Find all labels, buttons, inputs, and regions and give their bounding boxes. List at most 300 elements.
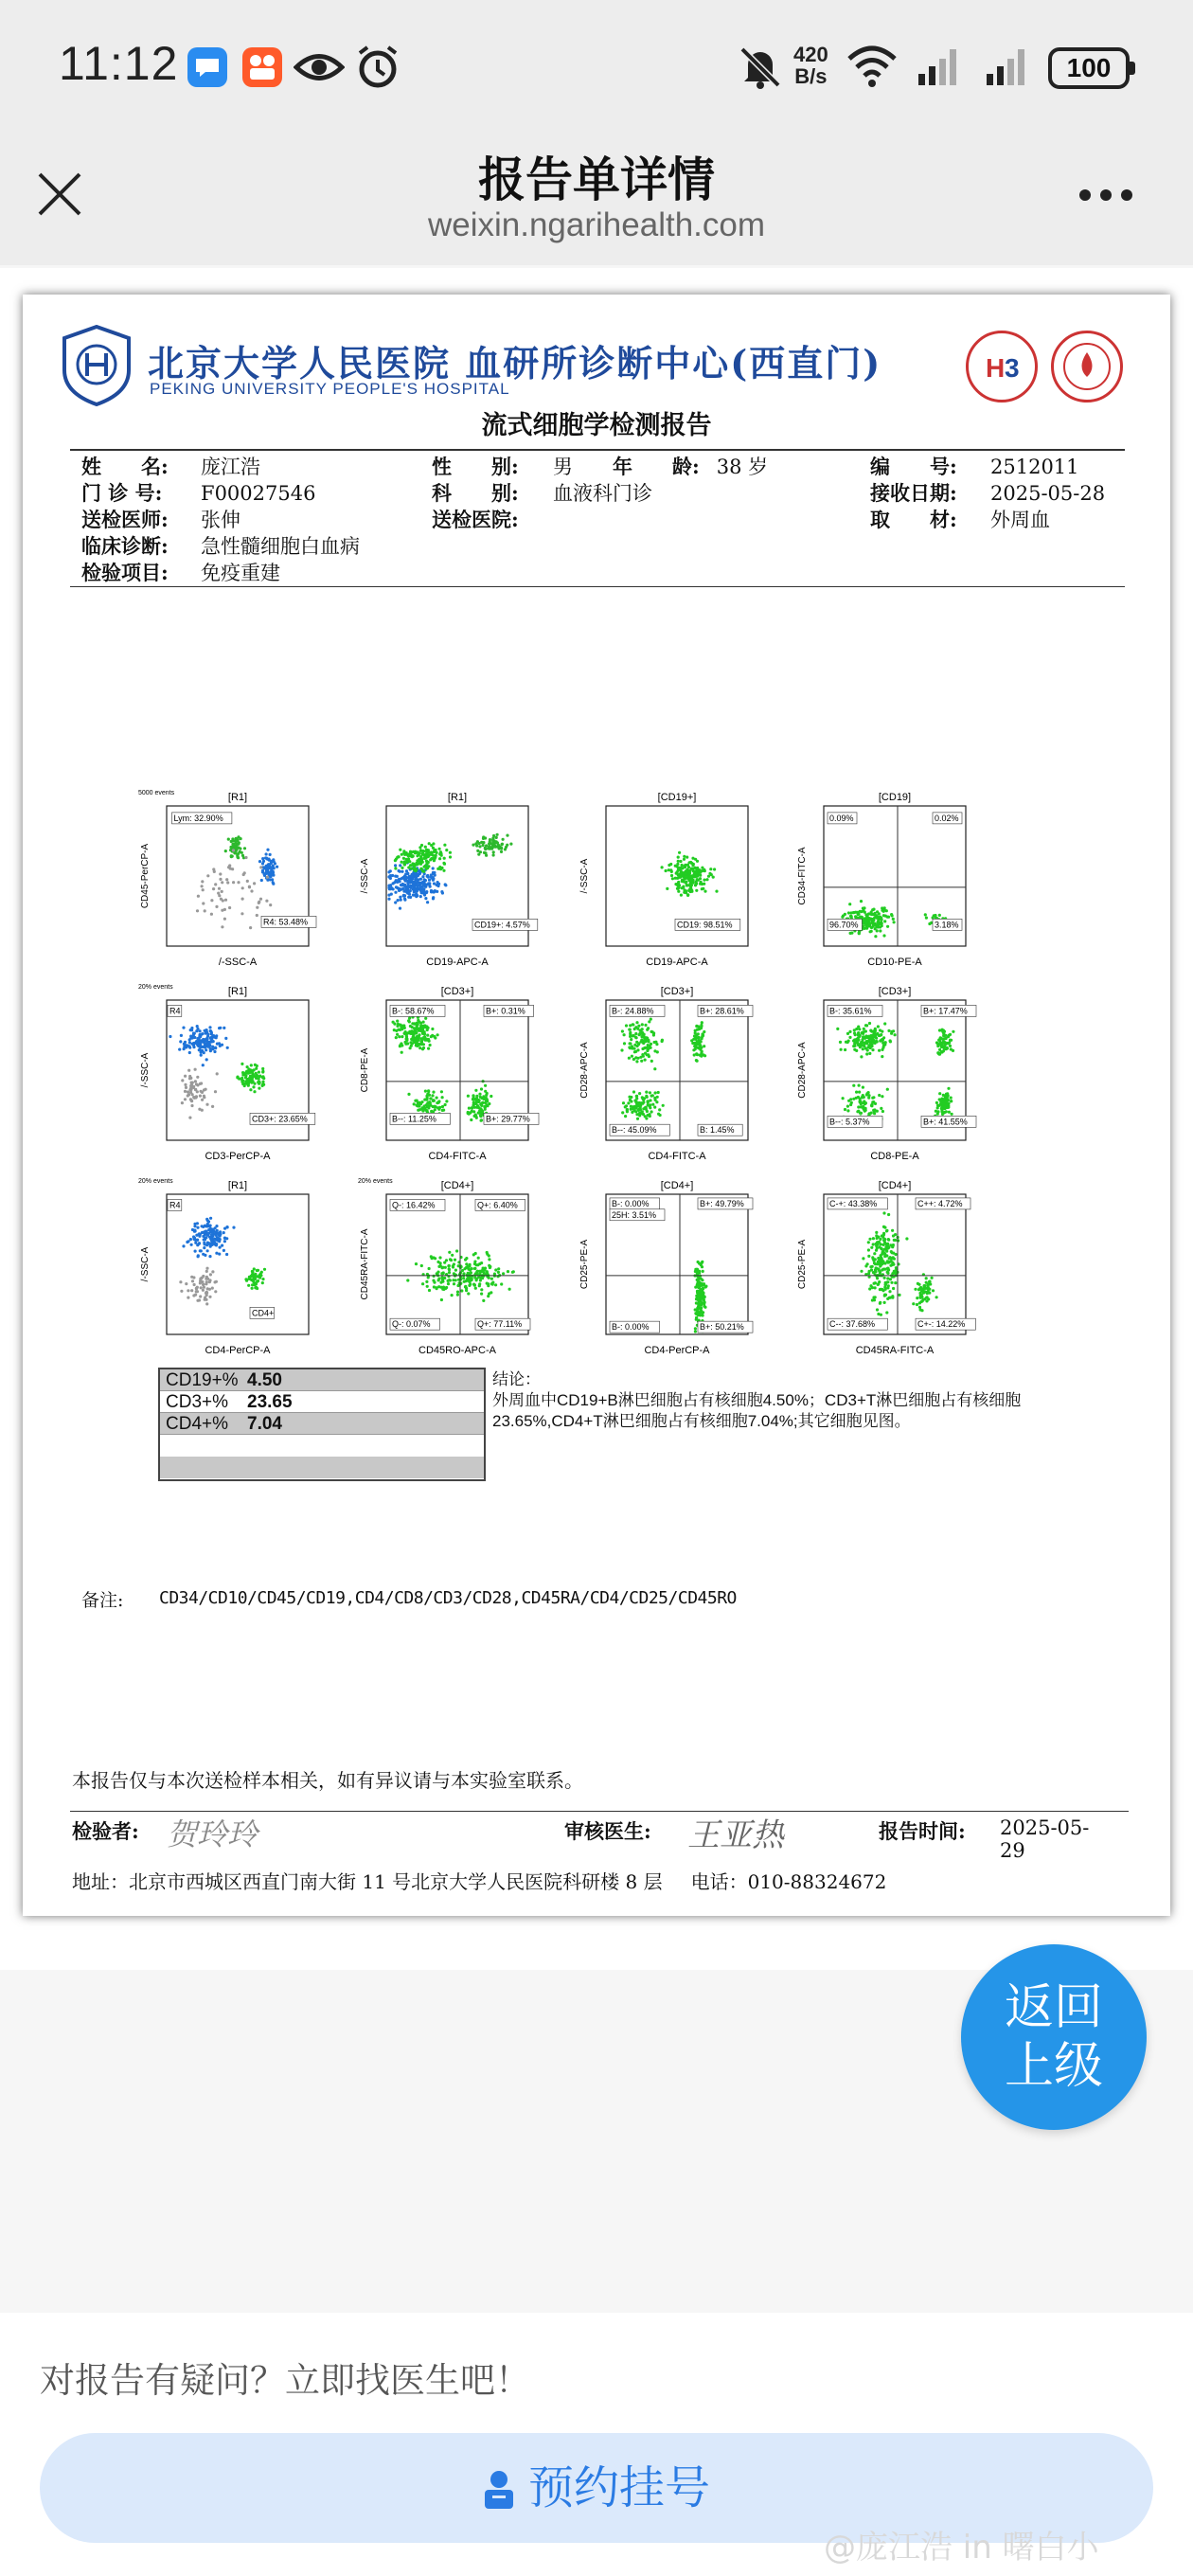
event-dot: [839, 1041, 842, 1044]
event-dot: [199, 1082, 202, 1085]
event-dot: [881, 1234, 883, 1237]
event-dot: [189, 1084, 192, 1087]
plot-xlabel: CD45RO-APC-A: [418, 1345, 496, 1353]
event-dot: [634, 1110, 637, 1113]
event-dot: [866, 1262, 869, 1265]
event-dot: [230, 854, 233, 857]
event-dot: [205, 1048, 207, 1051]
event-dot: [210, 1233, 213, 1236]
event-dot: [474, 1287, 477, 1290]
event-dot: [439, 852, 442, 855]
event-dot: [846, 1032, 849, 1035]
event-dot: [857, 1026, 860, 1029]
event-dot: [428, 1267, 431, 1270]
event-dot: [428, 1289, 431, 1292]
event-dot: [634, 1106, 637, 1109]
event-dot: [478, 1284, 481, 1287]
result-row: CD3+% 23.65: [160, 1391, 484, 1413]
event-dot: [261, 1281, 264, 1284]
event-dot: [869, 912, 872, 915]
gate-label: C++: 4.72%: [917, 1198, 963, 1208]
gate-label: CD3+: 23.65%: [252, 1114, 308, 1124]
gate-label: C+-: 14.22%: [917, 1319, 966, 1330]
event-dot: [215, 1034, 218, 1037]
event-dot: [188, 1041, 191, 1044]
event-dot: [169, 1035, 171, 1038]
event-dot: [433, 1285, 436, 1288]
event-dot: [195, 1096, 198, 1099]
signal-2-icon: [985, 44, 1032, 87]
event-dot: [204, 1029, 206, 1032]
sample-material: 外周血: [990, 509, 1050, 531]
event-dot: [467, 1111, 470, 1114]
event-dot: [436, 1097, 438, 1100]
event-dot: [872, 1259, 875, 1261]
event-dot: [677, 860, 680, 863]
event-dot: [399, 849, 401, 851]
event-dot: [701, 867, 703, 869]
event-dot: [674, 877, 677, 880]
event-dot: [683, 855, 686, 858]
event-dot: [473, 1267, 476, 1270]
event-dot: [194, 1294, 197, 1297]
event-dot: [218, 1042, 221, 1045]
event-dot: [232, 881, 235, 884]
patient-values-col3: [990, 454, 1105, 533]
event-dot: [184, 1083, 187, 1086]
event-dot: [204, 1237, 206, 1240]
event-dot: [475, 1095, 478, 1098]
plot-frame: [606, 1000, 748, 1140]
event-dot: [855, 1049, 858, 1052]
event-dot: [196, 1076, 199, 1079]
wifi-icon: [846, 44, 899, 89]
event-dot: [265, 865, 268, 868]
event-dot: [878, 1049, 881, 1052]
event-dot: [686, 856, 688, 859]
event-dot: [869, 1042, 872, 1045]
event-dot: [628, 1096, 631, 1099]
person-icon: [483, 2469, 515, 2511]
event-dot: [682, 880, 685, 883]
event-dot: [248, 1071, 251, 1074]
back-to-parent-button[interactable]: [961, 1944, 1147, 2130]
reviewer-signature: 王亚热: [687, 1816, 784, 1854]
event-dot: [868, 1022, 871, 1025]
event-dot: [427, 1047, 430, 1050]
event-dot: [241, 898, 244, 901]
event-dot: [178, 1048, 181, 1051]
event-dot: [214, 1046, 217, 1049]
plot-ylabel: CD28-APC-A: [579, 1042, 590, 1099]
event-dot: [695, 1059, 698, 1062]
event-dot: [654, 1091, 657, 1094]
event-dot: [872, 908, 875, 911]
event-dot: [872, 1271, 875, 1274]
plot-ylabel: CD28-APC-A: [797, 1042, 808, 1099]
net-speed-value: 420: [793, 43, 828, 66]
event-dot: [700, 881, 703, 884]
event-dot: [241, 1073, 244, 1076]
event-dot: [393, 881, 396, 884]
event-dot: [635, 1095, 638, 1098]
event-dot: [867, 1097, 870, 1100]
event-dot: [470, 1118, 472, 1121]
event-dot: [471, 1110, 473, 1113]
event-dot: [879, 1271, 881, 1274]
event-dot: [889, 1040, 892, 1043]
event-dot: [692, 863, 695, 866]
event-dot: [629, 1042, 632, 1045]
event-dot: [272, 881, 275, 884]
event-dot: [881, 1048, 883, 1051]
event-dot: [430, 1097, 433, 1100]
event-dot: [645, 1117, 648, 1119]
event-dot: [225, 1253, 228, 1256]
plot-ylabel: CD25-PE-A: [797, 1239, 808, 1290]
signature-row: [72, 1816, 1113, 1862]
event-dot: [482, 1267, 485, 1270]
event-dot: [940, 1110, 943, 1113]
event-dot: [502, 838, 505, 841]
event-dot: [864, 1024, 867, 1027]
event-dot: [497, 1271, 500, 1274]
plot-ylabel: /-SSC-A: [140, 1052, 151, 1088]
event-dot: [892, 918, 895, 921]
event-dot: [211, 1287, 214, 1290]
event-dot: [877, 1282, 880, 1285]
event-dot: [189, 1238, 192, 1241]
event-dot: [237, 881, 240, 884]
event-dot: [686, 894, 689, 897]
event-dot: [205, 1270, 208, 1273]
event-dot: [879, 1029, 881, 1031]
event-dot: [662, 1104, 665, 1107]
event-dot: [852, 1045, 855, 1047]
event-dot: [649, 1091, 651, 1094]
plot-ylabel: CD45-PerCP-A: [140, 843, 151, 909]
report-image[interactable]: [23, 295, 1170, 1916]
event-dot: [253, 1075, 256, 1078]
event-dot: [190, 1276, 193, 1279]
event-dot: [214, 1290, 217, 1293]
event-dot: [941, 1107, 944, 1110]
event-dot: [703, 1045, 705, 1047]
event-dot: [842, 1097, 845, 1100]
gate-label: Lym: 32.90%: [173, 813, 223, 823]
event-dot: [480, 1293, 483, 1296]
event-dot: [265, 900, 268, 903]
event-dot: [952, 1030, 954, 1033]
event-dot: [409, 896, 412, 899]
event-dot: [467, 1292, 470, 1295]
event-dot: [412, 863, 415, 866]
event-dot: [224, 899, 227, 902]
event-dot: [257, 1269, 259, 1272]
status-time: 11:12: [59, 37, 179, 90]
event-dot: [424, 1017, 427, 1020]
event-dot: [217, 1239, 220, 1242]
event-dot: [429, 886, 432, 888]
event-dot: [486, 1251, 489, 1254]
event-dot: [690, 879, 693, 882]
gate-label: R4: [169, 1200, 181, 1210]
event-dot: [225, 878, 228, 881]
event-dot: [666, 887, 668, 890]
info-divider: [70, 586, 1125, 587]
event-dot: [403, 897, 406, 900]
event-dot: [424, 1039, 427, 1042]
event-dot: [887, 1268, 890, 1271]
event-dot: [875, 1243, 878, 1245]
event-dot: [256, 914, 258, 917]
event-dot: [418, 1103, 420, 1106]
event-dot: [206, 1242, 209, 1244]
event-dot: [418, 846, 421, 849]
plot-xlabel: CD19-APC-A: [426, 957, 489, 965]
event-dot: [205, 1302, 208, 1305]
event-dot: [916, 1297, 918, 1299]
event-dot: [641, 1023, 644, 1026]
event-dot: [678, 851, 681, 854]
event-dot: [888, 1290, 891, 1293]
reviewer-label: 审核医生:: [564, 1819, 651, 1843]
event-dot: [936, 1045, 939, 1047]
event-dot: [258, 1082, 261, 1084]
report-notice: 本报告仅与本次送检样本相关，如有异议请与本实验室联系。: [72, 1769, 583, 1792]
event-dot: [223, 918, 226, 921]
event-dot: [878, 921, 881, 923]
event-dot: [702, 1287, 704, 1290]
event-dot: [653, 1097, 656, 1100]
event-dot: [266, 849, 269, 851]
event-dot: [396, 881, 399, 884]
event-dot: [626, 1109, 629, 1112]
mute-bell-icon: [739, 44, 782, 91]
event-dot: [683, 888, 686, 891]
event-dot: [879, 1301, 881, 1304]
event-dot: [250, 1064, 253, 1066]
event-dot: [696, 1291, 699, 1294]
event-dot: [426, 867, 429, 869]
event-dot: [648, 1020, 650, 1023]
event-dot: [214, 1280, 217, 1283]
event-dot: [880, 1263, 882, 1266]
event-dot: [478, 845, 481, 848]
event-dot: [210, 913, 213, 916]
event-dot: [924, 913, 927, 916]
event-dot: [408, 878, 411, 881]
event-dot: [486, 1270, 489, 1273]
event-dot: [465, 1257, 468, 1260]
event-dot: [390, 893, 393, 896]
event-dot: [949, 1039, 952, 1042]
event-dot: [215, 905, 218, 908]
event-dot: [905, 1237, 908, 1240]
event-dot: [938, 1041, 941, 1044]
event-dot: [863, 1108, 865, 1111]
event-dot: [250, 889, 253, 892]
event-dot: [657, 1091, 660, 1094]
event-dot: [218, 1027, 221, 1029]
report-time: 2025-05-29: [1000, 1816, 1090, 1862]
event-dot: [868, 1052, 871, 1055]
event-dot: [868, 1287, 871, 1290]
event-dot: [187, 1090, 189, 1093]
event-dot: [681, 864, 684, 867]
more-menu-icon[interactable]: [1079, 189, 1136, 203]
event-dot: [852, 1084, 855, 1087]
gate-label: C--: 37.68%: [829, 1319, 876, 1330]
event-dot: [847, 1100, 850, 1102]
event-dot: [497, 1267, 500, 1270]
event-dot: [246, 880, 249, 883]
event-dot: [267, 873, 270, 876]
event-dot: [413, 868, 416, 871]
event-dot: [261, 1075, 264, 1078]
event-dot: [645, 1095, 648, 1098]
event-dot: [700, 1304, 703, 1307]
event-dot: [488, 1258, 490, 1261]
event-dot: [221, 1244, 223, 1247]
event-dot: [700, 1278, 703, 1280]
event-dot: [421, 1282, 424, 1285]
event-dot: [919, 1296, 922, 1298]
event-dot: [853, 1029, 856, 1031]
event-dot: [622, 1101, 625, 1104]
event-dot: [401, 867, 403, 869]
event-dot: [419, 890, 422, 893]
event-dot: [881, 1038, 884, 1041]
event-dot: [201, 885, 204, 887]
event-dot: [465, 1279, 468, 1282]
event-dot: [401, 1051, 403, 1054]
event-dot: [477, 1257, 480, 1260]
event-dot: [918, 1301, 921, 1304]
event-dot: [632, 1047, 635, 1050]
event-dot: [255, 1072, 258, 1075]
event-dot: [407, 866, 410, 868]
event-dot: [874, 923, 877, 926]
event-dot: [407, 881, 410, 884]
plot-note: 20% events: [138, 1178, 173, 1185]
event-dot: [198, 1108, 201, 1111]
event-dot: [396, 1025, 399, 1028]
event-dot: [434, 850, 436, 852]
event-dot: [687, 889, 690, 892]
event-dot: [256, 1287, 258, 1290]
hospital-name-en: PEKING UNIVERSITY PEOPLE'S HOSPITAL: [150, 380, 510, 398]
event-dot: [688, 861, 691, 864]
event-dot: [430, 873, 433, 876]
event-dot: [456, 1291, 459, 1294]
event-dot: [892, 1234, 895, 1237]
event-dot: [628, 1057, 631, 1060]
event-dot: [218, 887, 221, 890]
event-dot: [697, 1282, 700, 1285]
plot-title: [R1]: [227, 792, 248, 803]
event-dot: [867, 1248, 870, 1251]
event-dot: [256, 1275, 258, 1278]
event-dot: [196, 1239, 199, 1242]
event-dot: [205, 1282, 207, 1285]
event-dot: [701, 1021, 703, 1024]
event-dot: [432, 867, 435, 869]
event-dot: [862, 1032, 864, 1035]
event-dot: [232, 1226, 235, 1229]
event-dot: [875, 1266, 878, 1269]
event-dot: [497, 844, 500, 847]
event-dot: [644, 1052, 647, 1055]
event-dot: [211, 1046, 214, 1048]
event-dot: [695, 1316, 698, 1319]
event-dot: [221, 1044, 223, 1046]
event-dot: [416, 1100, 418, 1102]
event-dot: [205, 1276, 208, 1279]
event-dot: [891, 1251, 894, 1254]
conclusion-label: 结论：: [492, 1370, 541, 1388]
event-dot: [231, 843, 234, 846]
event-dot: [631, 1111, 633, 1114]
event-dot: [874, 1028, 877, 1030]
event-dot: [894, 1239, 897, 1242]
event-dot: [936, 1113, 939, 1116]
event-dot: [201, 1099, 204, 1101]
event-dot: [243, 871, 246, 874]
event-dot: [947, 1106, 950, 1109]
event-dot: [182, 1244, 185, 1247]
event-dot: [189, 1091, 192, 1094]
event-dot: [472, 844, 474, 847]
event-dot: [399, 870, 401, 873]
event-dot: [632, 1058, 635, 1061]
event-dot: [880, 917, 882, 920]
event-dot: [950, 1047, 953, 1050]
event-dot: [409, 1041, 412, 1044]
event-dot: [686, 884, 688, 886]
event-dot: [872, 1243, 875, 1245]
plot-title: [CD4+]: [878, 1180, 912, 1191]
event-dot: [632, 1090, 635, 1093]
event-dot: [187, 1045, 190, 1047]
gate-label: 3.18%: [935, 920, 959, 930]
event-dot: [875, 1231, 878, 1234]
event-dot: [650, 1030, 653, 1033]
event-dot: [440, 1090, 443, 1093]
event-dot: [841, 916, 844, 919]
event-dot: [874, 935, 877, 938]
event-dot: [448, 1251, 451, 1254]
event-dot: [430, 1035, 433, 1038]
event-dot: [914, 1288, 917, 1291]
event-dot: [918, 1292, 921, 1295]
event-dot: [504, 848, 507, 850]
event-dot: [428, 1094, 431, 1097]
event-dot: [240, 1077, 243, 1080]
event-dot: [876, 929, 879, 932]
event-dot: [187, 1297, 189, 1299]
event-dot: [445, 1259, 448, 1261]
flow-cytometry-plots: [136, 785, 1083, 1652]
event-dot: [471, 1279, 473, 1281]
event-dot: [436, 881, 439, 884]
plot-note: 20% events: [358, 1178, 393, 1185]
event-dot: [875, 1040, 878, 1043]
event-dot: [847, 1040, 850, 1043]
event-dot: [925, 1299, 928, 1302]
event-dot: [874, 1034, 877, 1037]
event-dot: [435, 1105, 437, 1108]
